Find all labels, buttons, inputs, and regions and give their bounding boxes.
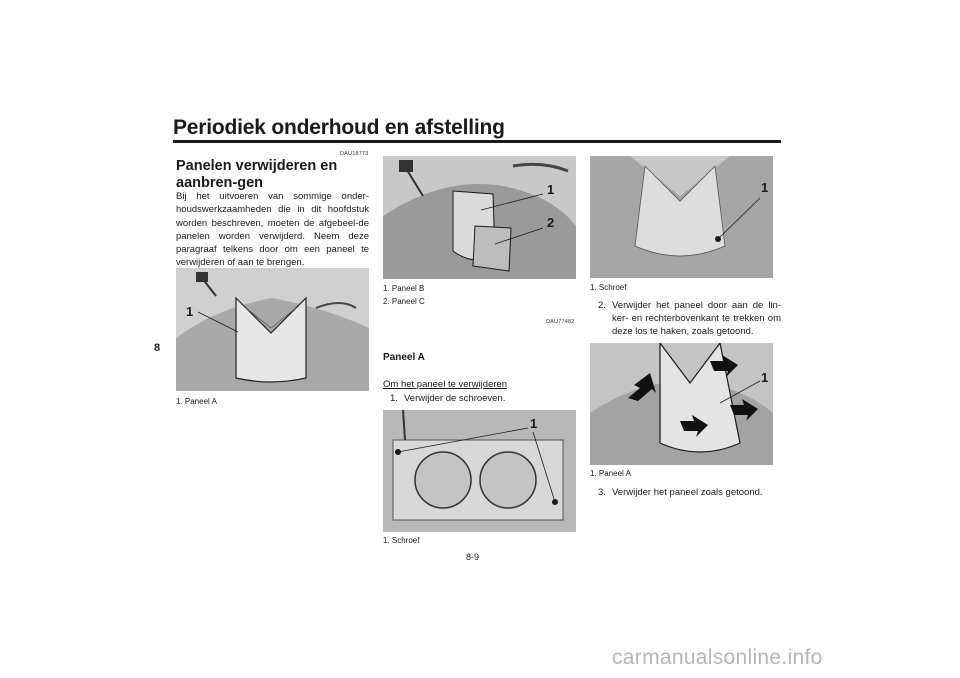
caption-panel-c: 2. Paneel C [383,297,425,306]
caption-panel-a: 1. Paneel A [590,469,631,478]
subheading-remove: Om het paneel te verwijderen [383,379,508,390]
callout-1: 1 [530,416,538,431]
caption-screw: 1. Schroef [590,283,627,292]
chapter-title: Periodiek onderhoud en afstelling [173,116,505,139]
step-number: 2. [598,300,606,311]
photo-panel-a [176,268,369,391]
step-number: 1. [390,393,398,404]
step-2 [598,299,781,338]
section-heading: Panelen verwijderen en aanbren-gen [176,158,338,191]
section-code: DAU77482 [546,319,575,325]
step-text: Verwijder de schroeven. [404,393,506,404]
header-rule [173,140,781,143]
callout-1: 1 [761,370,769,385]
step-1 [390,392,576,405]
caption-panel-b: 1. Paneel B [383,284,425,293]
callout-1: 1 [186,304,194,319]
step-3 [598,486,781,499]
caption-panel-a: 1. Paneel A [176,397,217,406]
photo-screw-front [590,156,773,278]
step-number: 3. [598,487,606,498]
panel-heading: Paneel A [383,352,425,363]
photo-screws-dashboard [383,410,576,532]
page-number: 8-9 [466,552,480,562]
step-text: Verwijder het paneel zoals getoond. [612,487,763,498]
callout-1: 1 [761,180,769,195]
callout-1: 1 [547,182,555,197]
photo-unhook-panel [590,343,773,465]
section-code: DAU18773 [340,151,369,157]
intro-paragraph: Bij het uitvoeren van sommige onder-houdswerkzaamheden die in dit hoofdstuk worden beschreven, moeten de afgebeel-de panelen worden verwijderd. Neem deze paragraaf telkens door om een paneel te verwijderen of aan te brengen. [176,191,369,269]
step-text: Verwijder het paneel door aan de lin-ker- en rechterbovenkant te trekken om deze los te haken, zoals getoond. [612,300,781,337]
callout-2: 2 [547,215,555,230]
chapter-tab: 8 [153,342,161,354]
watermark-text: carmanualsonline.info [612,646,823,669]
caption-screw: 1. Schroef [383,536,420,545]
